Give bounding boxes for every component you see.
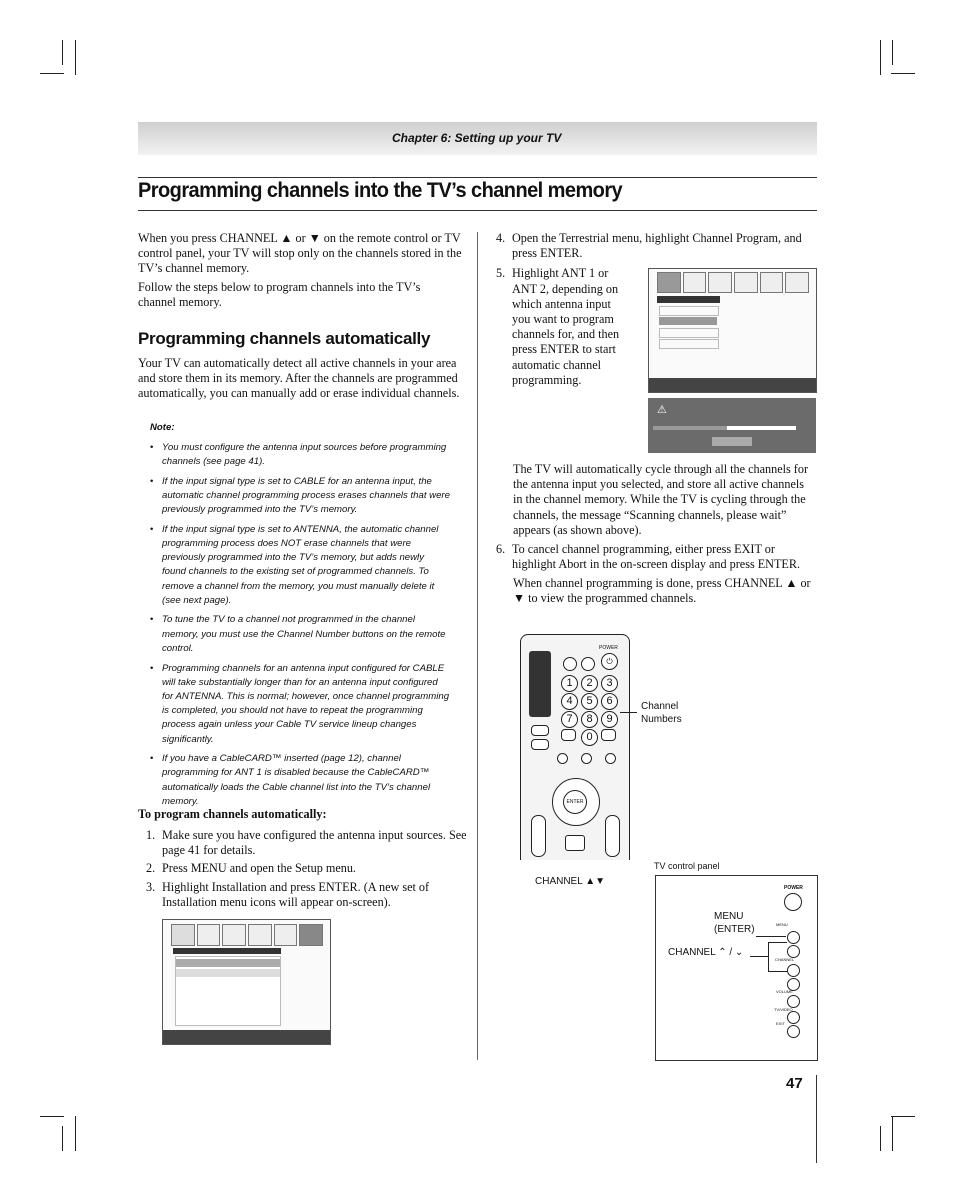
- page-title: Programming channels into the TV’s channel memory: [138, 178, 623, 202]
- title-bottom-rule: [138, 210, 817, 211]
- lock-icon: [274, 924, 298, 946]
- number-key: 0: [581, 729, 598, 746]
- remote-button: [581, 657, 595, 671]
- note-item: • If the input signal type is set to ANTENNA, the automatic channel programming process does NOT erase channels that were previously programmed into the TV’s memory, but adds newly found channels to the existing set of programmed channels. To remove a channel from the memory, you must manually delete it (see next page).: [150, 523, 450, 608]
- step-number: 2.: [146, 861, 156, 876]
- panel-tvvideo-label: TV/VIDEO: [774, 1007, 793, 1012]
- number-key: 6: [601, 693, 618, 710]
- step-item: [138, 880, 468, 910]
- callout-bracket: [768, 942, 787, 972]
- menu-icon: [222, 924, 246, 946]
- panel-channel-label: CHANNEL: [775, 957, 795, 962]
- warning-icon: ⚠: [657, 404, 667, 416]
- number-key: 9: [601, 711, 618, 728]
- number-key: 5: [581, 693, 598, 710]
- tv-control-panel-label: TV control panel: [654, 861, 720, 871]
- step-text: Open the Terrestrial menu, highlight Channel Program, and press ENTER.: [512, 231, 802, 261]
- crop-mark: [40, 1116, 64, 1117]
- note-item: • If the input signal type is set to CABLE for an antenna input, the automatic channel programming process erases channels that were previously programmed into the TV’s memory.: [150, 475, 450, 518]
- crop-mark: [880, 1126, 881, 1151]
- column-divider: [477, 232, 478, 1060]
- section-paragraph: Your TV can automatically detect all active channels in your area and store them in its memory. After the channels are programmed automatically, you can manually add or erase individual channels.: [138, 356, 460, 401]
- channel-panel-label: CHANNEL ⌃ / ⌄: [668, 947, 744, 958]
- crop-mark: [40, 73, 64, 74]
- menu-icon: [734, 272, 758, 293]
- remote-power-label: POWER: [599, 645, 618, 651]
- intro-paragraph-2: Follow the steps below to program channels into the TV’s channel memory.: [138, 280, 421, 310]
- remote-button: [581, 753, 592, 764]
- remote-button: [557, 753, 568, 764]
- callout-line: [756, 936, 786, 937]
- volume-rocker: [605, 815, 620, 857]
- installation-menu-screenshot: [162, 919, 331, 1045]
- note-item: • Programming channels for an antenna input configured for CABLE will take substantially longer than for an antenna input configured for ANTENNA. This is normal; however, once channel programming is completed, you should not have to repeat the programming process again unless your Cable TV service lineup changes significantly.: [150, 662, 450, 747]
- number-key: 7: [561, 711, 578, 728]
- number-key: 2: [581, 675, 598, 692]
- remote-button: [605, 753, 616, 764]
- cycle-paragraph: The TV will automatically cycle through all the channels for the antenna input you selected, and store all active channels in the channel memory. While the TV is cycling through the channels, the message “Scanning channels, please wait” appears (as shown above).: [513, 462, 809, 537]
- terrestrial-menu-screenshot: [648, 268, 817, 393]
- panel-power-button: [784, 893, 802, 911]
- crop-mark: [892, 1116, 893, 1151]
- crop-mark: [880, 40, 881, 75]
- menu-row: [659, 339, 719, 349]
- menu-icon-row: [171, 924, 323, 946]
- panel-exit-button: [787, 1025, 800, 1038]
- panel-channel-down-button: [787, 964, 800, 977]
- clock-icon: [760, 272, 784, 293]
- procedure-heading: To program channels automatically:: [138, 807, 327, 821]
- steps-right-6: [488, 542, 816, 572]
- abort-button: [712, 437, 752, 446]
- crop-mark: [75, 40, 76, 75]
- menu-row: [176, 969, 280, 977]
- step-item: [488, 266, 630, 388]
- remote-control: [520, 634, 630, 860]
- remote-button: [531, 739, 549, 750]
- crop-mark: [62, 40, 63, 65]
- menu-icon: [171, 924, 195, 946]
- step-text: To cancel channel programming, either press EXIT or highlight Abort in the on-screen display and press ENTER.: [512, 542, 801, 572]
- step-number: 1.: [146, 828, 156, 842]
- section-heading: Programming channels automatically: [138, 329, 431, 348]
- panel-menu-button: [787, 931, 800, 944]
- channel-updown-label: CHANNEL ▲▼: [535, 876, 605, 887]
- menu-row: [659, 306, 719, 316]
- power-button: ⏻: [601, 653, 618, 670]
- menu-footer-bar: [649, 378, 816, 392]
- note-item: • To tune the TV to a channel not programmed in the channel memory, you must use the Channel Number buttons on the remote control.: [150, 613, 450, 656]
- note-list: [150, 441, 450, 809]
- scanning-dialog-screenshot: [648, 398, 816, 453]
- note-item: • You must configure the antenna input sources before programming channels (see page 41).: [150, 441, 450, 469]
- remote-button: [563, 657, 577, 671]
- antenna-icon: [657, 272, 681, 293]
- step-text: Make sure you have configured the antenna input sources. See page 41 for details.: [162, 828, 467, 858]
- number-key: 1: [561, 675, 578, 692]
- steps-left: [138, 828, 468, 910]
- number-key: 8: [581, 711, 598, 728]
- step-item: [488, 231, 808, 261]
- number-key: 3: [601, 675, 618, 692]
- step-text: Highlight ANT 1 or ANT 2, depending on which antenna input you want to program channels for, and then press ENTER to start automatic channel programming.: [512, 266, 620, 387]
- note-block: [150, 421, 450, 809]
- progress-bar: [653, 426, 796, 430]
- panel-menu-label: MENU: [776, 922, 788, 927]
- menu-icon: [785, 272, 809, 293]
- menu-icon: [248, 924, 272, 946]
- remote-button: [601, 729, 616, 741]
- panel-volume-label: VOLUME: [776, 989, 793, 994]
- menu-icon-row: [657, 272, 809, 293]
- menu-row: [659, 328, 719, 338]
- note-label: Note:: [150, 422, 175, 433]
- menu-enter-label: MENU (ENTER): [714, 911, 755, 935]
- note-item: • If you have a CableCARD™ inserted (page 12), channel programming for ANT 1 is disabled because the CableCARD™ automatically loads the Cable channel list into the TV’s channel memory.: [150, 752, 450, 809]
- remote-mode-panel: [529, 651, 551, 717]
- exit-button: [565, 835, 585, 851]
- channel-numbers-label: Channel Numbers: [641, 701, 682, 725]
- step-number: 5.: [496, 266, 506, 281]
- crop-mark: [62, 1126, 63, 1151]
- chapter-header-bar: [138, 122, 817, 155]
- menu-row-highlight: [176, 959, 280, 967]
- page-number-rule: [816, 1075, 817, 1163]
- step-number: 6.: [496, 542, 506, 556]
- menu-list: [175, 956, 281, 1026]
- chapter-header: Chapter 6: Setting up your TV: [392, 131, 562, 145]
- step-text: Highlight Installation and press ENTER. (A new set of Installation menu icons will appear on-screen).: [162, 879, 430, 909]
- progress-fill: [653, 426, 727, 430]
- step-item: [138, 861, 468, 876]
- step-text: Press MENU and open the Setup menu.: [162, 861, 356, 876]
- intro-paragraph-1: When you press CHANNEL ▲ or ▼ on the remote control or TV control panel, your TV will stop only on the channels stored in the TV’s channel memory.: [138, 231, 462, 276]
- menu-icon: [708, 272, 732, 293]
- step-item: [488, 542, 816, 572]
- panel-exit-label: EXIT: [776, 1021, 785, 1026]
- callout-line: [750, 956, 768, 957]
- done-paragraph: When channel programming is done, press CHANNEL ▲ or ▼ to view the programmed channels.: [513, 576, 811, 606]
- step-item: [138, 828, 468, 858]
- number-key: 4: [561, 693, 578, 710]
- menu-title-bar: [657, 296, 720, 303]
- panel-power-label: POWER: [784, 885, 803, 891]
- channel-rocker: [531, 815, 546, 857]
- crop-mark: [892, 40, 893, 65]
- menu-icon: [299, 924, 323, 946]
- step-number: 3.: [146, 879, 156, 894]
- menu-row-highlight: [659, 317, 717, 325]
- menu-title-bar: [173, 948, 281, 954]
- menu-icon: [197, 924, 221, 946]
- crop-mark: [75, 1116, 76, 1151]
- panel-tvvideo-button: [787, 1011, 800, 1024]
- enter-button: ENTER: [563, 790, 587, 814]
- crop-mark: [891, 73, 915, 74]
- remote-button: [531, 725, 549, 736]
- step-number: 4.: [496, 231, 506, 245]
- menu-footer-bar: [163, 1030, 330, 1044]
- remote-button: [561, 729, 576, 741]
- menu-icon: [683, 272, 707, 293]
- page-number: 47: [786, 1075, 803, 1092]
- callout-line: [620, 712, 637, 713]
- tv-control-panel: [655, 875, 818, 1061]
- crop-mark: [891, 1116, 915, 1117]
